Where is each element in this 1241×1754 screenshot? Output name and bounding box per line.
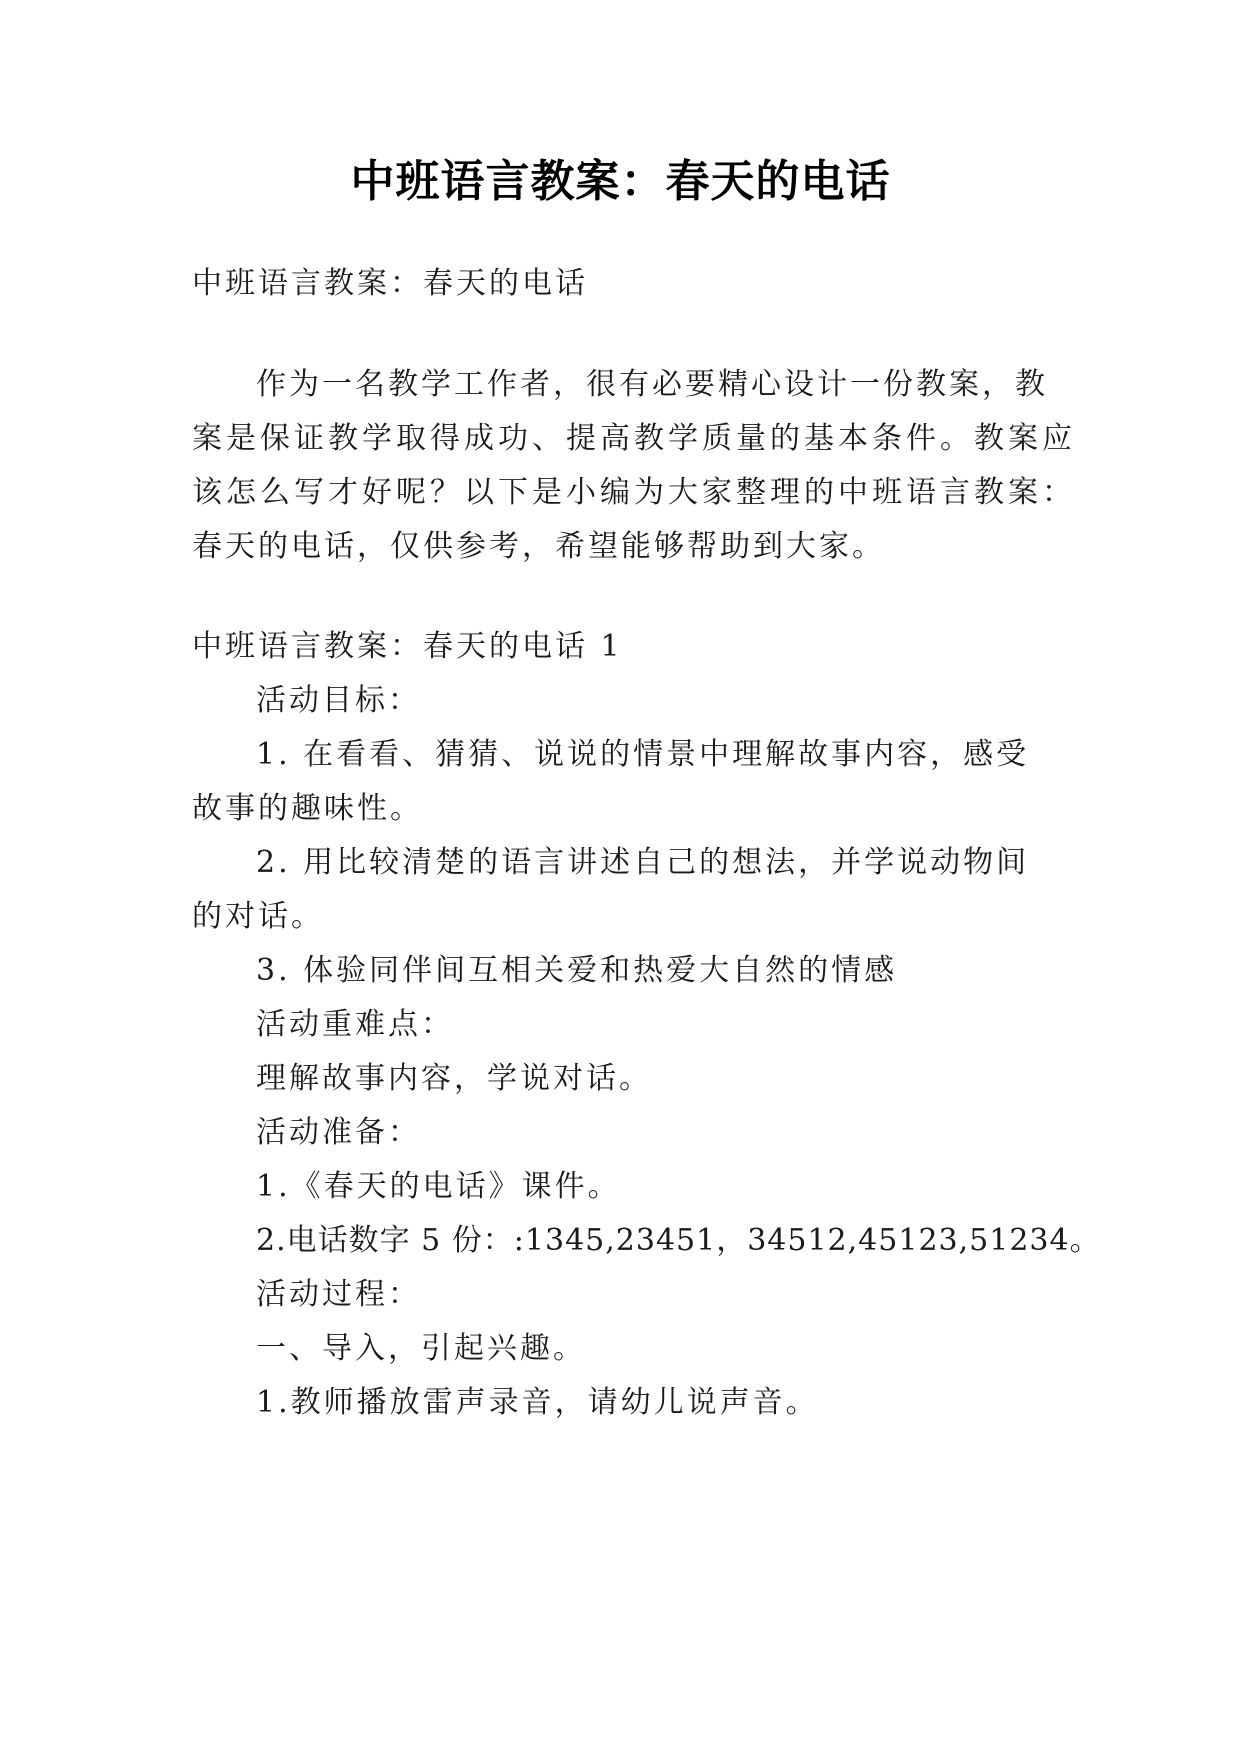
process-label: 活动过程： — [256, 1277, 421, 1312]
step-1-heading: 一、导入，引起兴趣。 — [256, 1331, 586, 1366]
section-heading: 中班语言教案：春天的电话 1 — [192, 629, 623, 664]
preparation-label: 活动准备： — [256, 1115, 421, 1150]
goal-3: 3. 体验同伴间互相关爱和热爱大自然的情感 — [256, 953, 898, 988]
prep-item-1: 1.《春天的电话》课件。 — [256, 1169, 621, 1204]
prep-item-2: 2.电话数字 5 份：:1345,23451，34512,45123,51234。 — [256, 1223, 1101, 1258]
intro-line-3: 该怎么写才好呢？以下是小编为大家整理的中班语言教案： — [192, 475, 1072, 510]
goals-label: 活动目标： — [256, 683, 421, 718]
goal-2-line-2: 的对话。 — [192, 899, 324, 934]
step-1-item-1: 1.教师播放雷声录音，请幼儿说声音。 — [256, 1385, 819, 1420]
goal-1-line-2: 故事的趣味性。 — [192, 791, 423, 826]
intro-line-2: 案是保证教学取得成功、提高教学质量的基本条件。教案应 — [192, 421, 1072, 456]
intro-line-4: 春天的电话，仅供参考，希望能够帮助到大家。 — [192, 529, 885, 564]
key-points-label: 活动重难点： — [256, 1007, 454, 1042]
goal-2-line-1: 2. 用比较清楚的语言讲述自己的想法，并学说动物间 — [256, 845, 1030, 880]
document-title: 中班语言教案：春天的电话 — [350, 156, 891, 207]
key-points: 理解故事内容，学说对话。 — [256, 1061, 652, 1096]
goal-1-line-1: 1. 在看看、猜猜、说说的情景中理解故事内容，感受 — [256, 737, 1030, 772]
document-subtitle: 中班语言教案：春天的电话 — [192, 266, 588, 301]
intro-line-1: 作为一名教学工作者，很有必要精心设计一份教案，教 — [256, 367, 1048, 402]
